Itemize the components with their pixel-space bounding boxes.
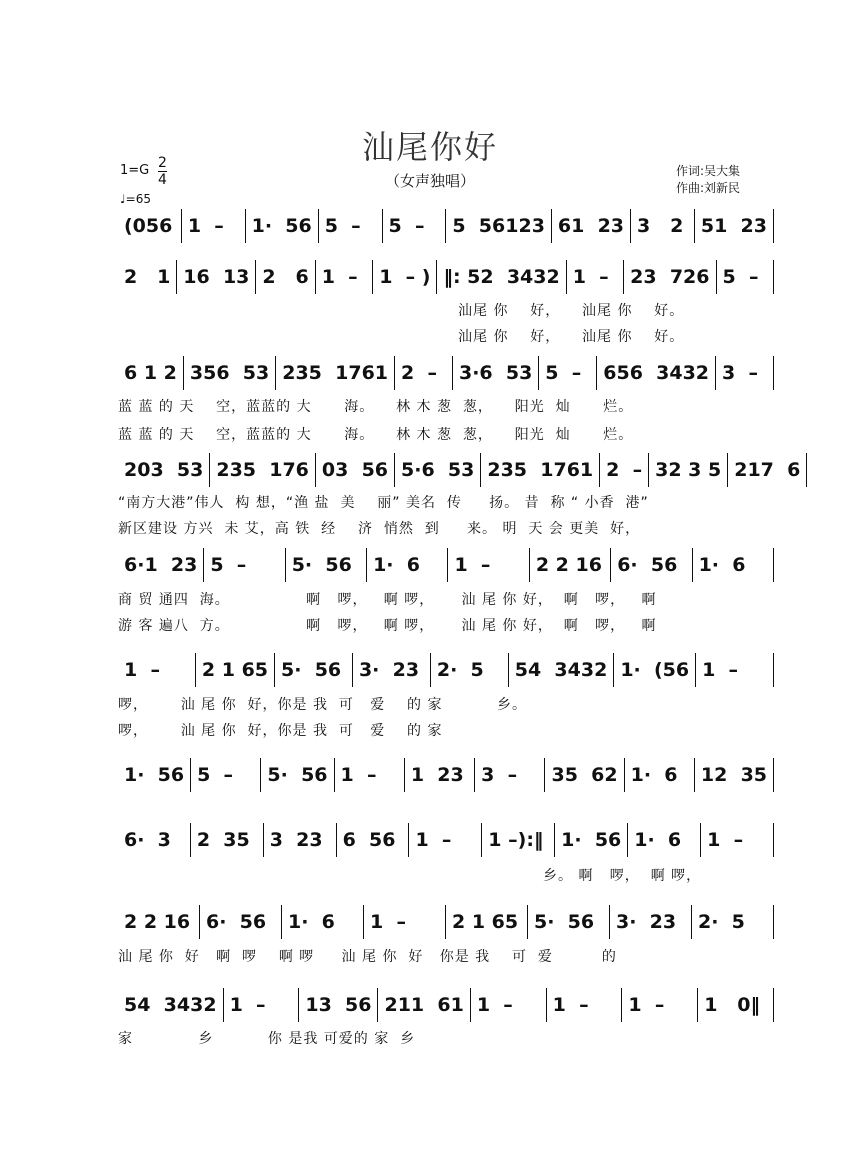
- measure: 1 –: [224, 988, 300, 1022]
- score-system: [118, 988, 774, 1022]
- measure: 1· 6: [625, 758, 695, 792]
- measure: 6 1 2: [118, 356, 184, 390]
- measure: 1 –: [364, 905, 446, 939]
- measure: 2· 5: [692, 905, 774, 939]
- measure: 5· 56: [261, 758, 334, 792]
- measure: 1· 56: [555, 823, 628, 857]
- measure: 1 –: [316, 260, 373, 294]
- measure: 3 23: [264, 823, 337, 857]
- lyric-line: 商 贸 通四 海。 啊 啰， 啊 啰， 汕 尾 你 好， 啊 啰， 啊: [118, 592, 657, 608]
- lyric-line: 汕 尾 你 好 啊 啰 啊 啰 汕 尾 你 好 你是 我 可 爱 的: [118, 949, 617, 965]
- measure: 1· 6: [693, 548, 774, 582]
- measure: 1 –):‖: [482, 823, 555, 857]
- lyric-line: 蓝 蓝 的 天 空，蓝蓝的 大 海。 林 木 葱 葱， 阳光 灿 烂。: [118, 427, 634, 443]
- song-title: 汕尾你好: [361, 128, 498, 166]
- measure: 51 23: [695, 209, 774, 243]
- measure: 6· 56: [200, 905, 282, 939]
- lyric-line: 啰， 汕 尾 你 好，你是 我 可 爱 的 家: [118, 723, 443, 739]
- score-system: [118, 209, 774, 243]
- measure: 5· 56: [286, 548, 367, 582]
- score-system: [118, 356, 774, 390]
- score-system: [118, 758, 774, 792]
- measure: 2 1 65: [446, 905, 528, 939]
- measure: 1 –: [118, 653, 196, 687]
- measure: 656 3432: [597, 356, 716, 390]
- measure: 32 3 5: [649, 453, 728, 487]
- lyric-line: 乡。 啊 啰， 啊 啰，: [543, 868, 702, 884]
- lyric-line: 新区建设 方兴 未 艾，高 铁 经 济 悄然 到 来。 明 天 会 更美 好，: [118, 521, 641, 537]
- measure: 2 1: [118, 260, 177, 294]
- measure: 2 2 16: [530, 548, 611, 582]
- score-system: [118, 453, 801, 487]
- measure: 6· 3: [118, 823, 191, 857]
- measure: 35 62: [545, 758, 624, 792]
- subtitle: （女声独唱）: [384, 172, 475, 190]
- measure: 16 13: [177, 260, 256, 294]
- measure: 235 176: [210, 453, 316, 487]
- measure: 1 –: [448, 548, 529, 582]
- measure: 2 –: [395, 356, 453, 390]
- measure: 217 6: [728, 453, 807, 487]
- measure: 3 2: [631, 209, 695, 243]
- measure: 5· 56: [275, 653, 353, 687]
- score-system: [118, 548, 774, 582]
- measure: (056: [118, 209, 182, 243]
- measure: 1 –: [701, 823, 774, 857]
- measure: 6· 56: [611, 548, 692, 582]
- measure: 5 –: [383, 209, 447, 243]
- measure: 1 –: [567, 260, 624, 294]
- score-system: [118, 260, 774, 294]
- credits: [676, 163, 740, 197]
- measure: 5 –: [539, 356, 597, 390]
- measure: 5 56123: [446, 209, 552, 243]
- measure: 2 –: [600, 453, 649, 487]
- key-signature: 1=G: [120, 163, 150, 178]
- measure: 1 23: [405, 758, 475, 792]
- measure: 1· 56: [118, 758, 191, 792]
- measure: 6·1 23: [118, 548, 204, 582]
- measure: 1· (56: [614, 653, 696, 687]
- time-signature: [158, 155, 167, 188]
- measure: 12 35: [695, 758, 774, 792]
- measure: 356 53: [184, 356, 276, 390]
- measure: 3 –: [475, 758, 545, 792]
- measure: 3· 23: [610, 905, 692, 939]
- measure: 211 61: [378, 988, 470, 1022]
- measure: 1· 6: [628, 823, 701, 857]
- score-system: [118, 653, 774, 687]
- measure: 1 –: [335, 758, 405, 792]
- lyric-line: 啰， 汕 尾 你 好，你是 我 可 爱 的 家 乡。: [118, 697, 527, 713]
- measure: 5 –: [204, 548, 285, 582]
- measure: 3 –: [716, 356, 774, 390]
- measure: 1· 6: [282, 905, 364, 939]
- composer: 作曲:刘新民: [676, 181, 741, 195]
- meter-top: 2: [158, 155, 167, 171]
- measure: ‖: 52 3432: [437, 260, 566, 294]
- measure: 6 56: [337, 823, 410, 857]
- score-system: [118, 905, 774, 939]
- measure: 1 –: [547, 988, 623, 1022]
- lyric-line: 家 乡 你 是我 可爱的 家 乡: [118, 1031, 416, 1047]
- measure: 1 –: [471, 988, 547, 1022]
- measure: 54 3432: [509, 653, 615, 687]
- lyric-line: 蓝 蓝 的 天 空，蓝蓝的 大 海。 林 木 葱 葱， 阳光 灿 烂。: [118, 399, 634, 415]
- measure: 03 56: [316, 453, 395, 487]
- measure: 5·6 53: [395, 453, 481, 487]
- measure: 2· 5: [431, 653, 509, 687]
- measure: 61 23: [552, 209, 631, 243]
- measure: 23 726: [624, 260, 716, 294]
- measure: 1 0‖: [698, 988, 774, 1022]
- measure: 5 –: [191, 758, 261, 792]
- measure: 1 – ): [373, 260, 437, 294]
- measure: 1· 56: [246, 209, 319, 243]
- lyric-line: “南方大港”伟人 构 想，“渔 盐 美 丽” 美名 传 扬。 昔 称 “ 小香 港”: [118, 495, 649, 511]
- measure: 235 1761: [276, 356, 395, 390]
- measure: 2 35: [191, 823, 264, 857]
- measure: 2 1 65: [196, 653, 275, 687]
- score-system: [118, 823, 774, 857]
- lyric-line: 汕尾 你 好， 汕尾 你 好。: [458, 329, 685, 345]
- measure: 54 3432: [118, 988, 224, 1022]
- measure: 13 56: [299, 988, 378, 1022]
- lyricist: 作词:吴大集: [676, 164, 741, 178]
- measure: 1 –: [409, 823, 482, 857]
- tempo-marking: ♩=65: [120, 192, 151, 206]
- meter-bottom: 4: [158, 172, 167, 188]
- measure: 2 2 16: [118, 905, 200, 939]
- measure: 5 –: [319, 209, 383, 243]
- measure: 3· 23: [353, 653, 431, 687]
- measure: 203 53: [118, 453, 210, 487]
- measure: 5 –: [717, 260, 774, 294]
- measure: 235 1761: [481, 453, 600, 487]
- lyric-line: 游 客 遍八 方。 啊 啰， 啊 啰， 汕 尾 你 好， 啊 啰， 啊: [118, 618, 657, 634]
- measure: 1· 6: [367, 548, 448, 582]
- lyric-line: 汕尾 你 好， 汕尾 你 好。: [458, 303, 685, 319]
- measure: 1 –: [622, 988, 698, 1022]
- measure: 5· 56: [528, 905, 610, 939]
- measure: 1 –: [182, 209, 246, 243]
- measure: 2 6: [256, 260, 315, 294]
- measure: 1 –: [696, 653, 774, 687]
- measure: 3·6 53: [453, 356, 539, 390]
